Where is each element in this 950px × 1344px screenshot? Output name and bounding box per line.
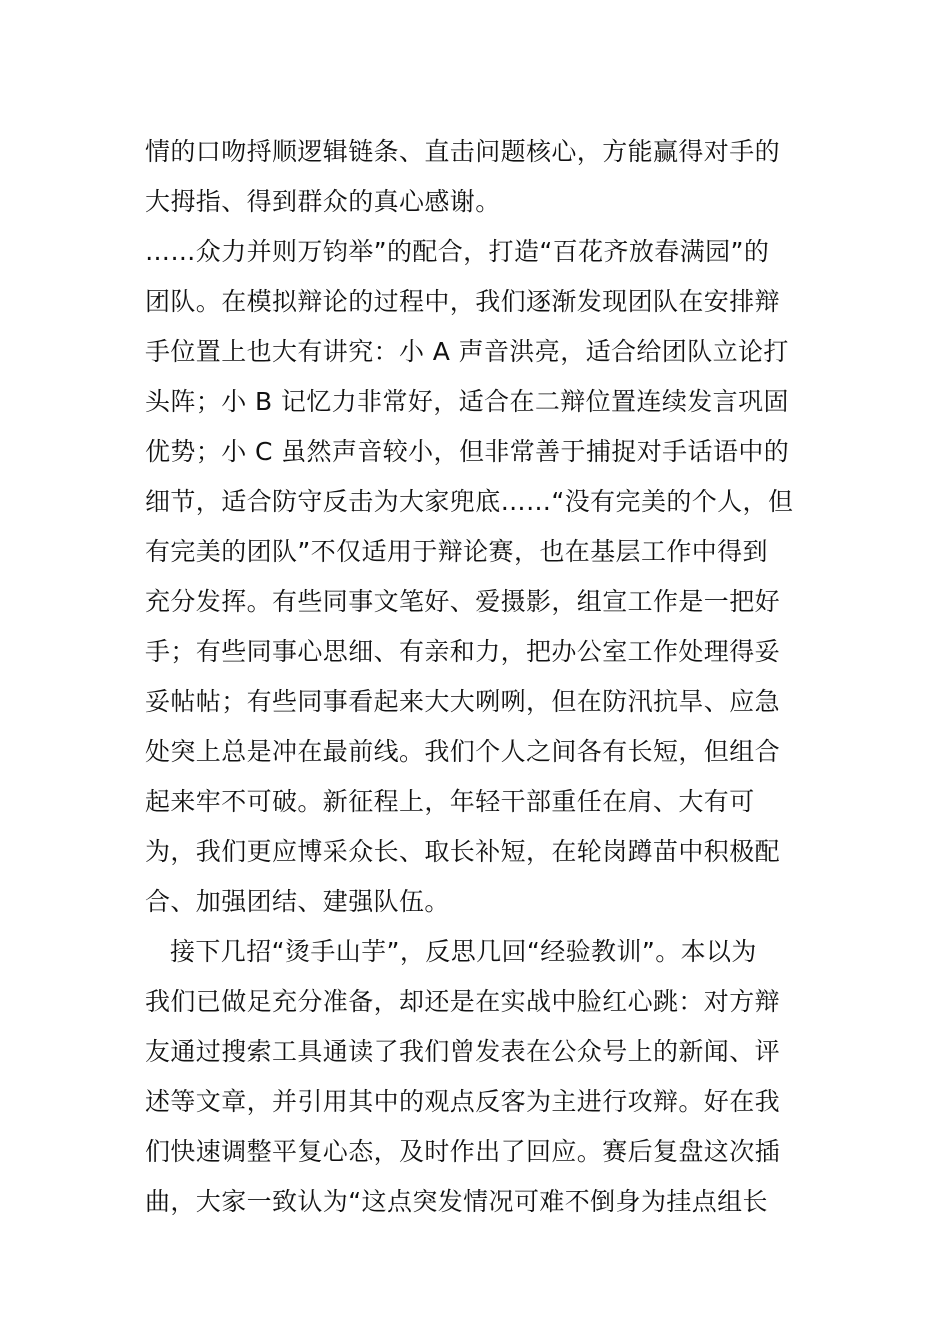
text-line: 们快速调整平复心态，及时作出了回应。赛后复盘这次插 xyxy=(145,1137,781,1166)
text-line: 述等文章，并引用其中的观点反客为主进行攻辩。好在我 xyxy=(145,1087,781,1116)
text-line: 优势；小 C 虽然声音较小，但非常善于捕捉对手话语中的 xyxy=(145,437,790,466)
text-line: 细节，适合防守反击为大家兜底……“没有完美的个人，但 xyxy=(145,487,794,516)
text-line: 头阵；小 B 记忆力非常好，适合在二辩位置连续发言巩固 xyxy=(145,387,789,416)
text-line: 接下几招“烫手山芋”，反思几回“经验教训”。本以为 xyxy=(170,937,757,966)
text-line: 充分发挥。有些同事文笔好、爱摄影，组宣工作是一把好 xyxy=(145,587,781,616)
text-line: 曲，大家一致认为“这点突发情况可难不倒身为挂点组长 xyxy=(145,1187,768,1216)
text-line: ……众力并则万钧举”的配合，打造“百花齐放春满园”的 xyxy=(145,237,770,266)
text-line: 妥帖帖；有些同事看起来大大咧咧，但在防汛抗旱、应急 xyxy=(145,687,781,716)
text-line: 大拇指、得到群众的真心感谢。 xyxy=(145,187,501,216)
text-line: 我们已做足充分准备，却还是在实战中脸红心跳：对方辩 xyxy=(145,987,781,1016)
text-line: 有完美的团队”不仅适用于辩论赛，也在基层工作中得到 xyxy=(145,537,768,566)
text-line: 友通过搜索工具通读了我们曾发表在公众号上的新闻、评 xyxy=(145,1037,781,1066)
text-line: 为，我们更应博采众长、取长补短，在轮岗蹲苗中积极配 xyxy=(145,837,781,866)
text-line: 团队。在模拟辩论的过程中，我们逐渐发现团队在安排辩 xyxy=(145,287,781,316)
text-line: 手位置上也大有讲究：小 A 声音洪亮，适合给团队立论打 xyxy=(145,337,789,366)
text-line: 手；有些同事心思细、有亲和力，把办公室工作处理得妥 xyxy=(145,637,781,666)
text-line: 起来牢不可破。新征程上，年轻干部重任在肩、大有可 xyxy=(145,787,755,816)
text-line: 处突上总是冲在最前线。我们个人之间各有长短，但组合 xyxy=(145,737,781,766)
text-line: 合、加强团结、建强队伍。 xyxy=(145,887,450,916)
text-line: 情的口吻捋顺逻辑链条、直击问题核心，方能赢得对手的 xyxy=(145,137,781,166)
